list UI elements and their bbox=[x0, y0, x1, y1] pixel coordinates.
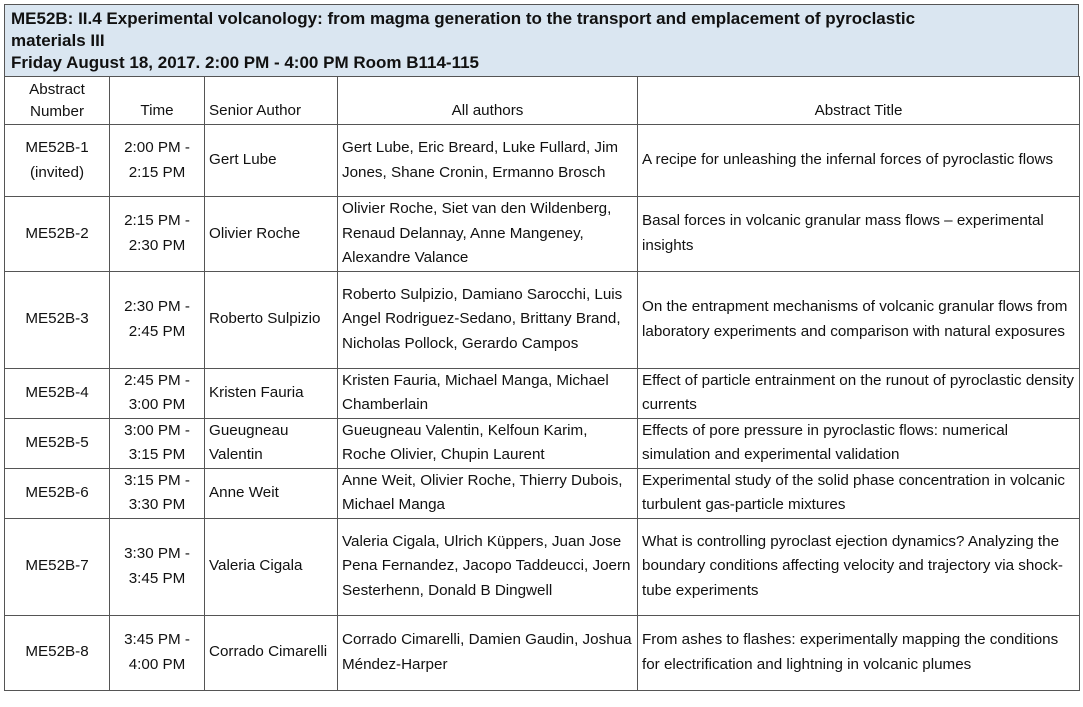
table-row bbox=[5, 615, 1080, 690]
abstract-number-cell bbox=[5, 368, 110, 418]
end-time: 2:45 PM bbox=[128, 322, 186, 340]
col-header-time: Time bbox=[110, 77, 205, 125]
abstract-title-cell: Effects of pore pressure in pyroclastic flows: numerical simulation and experimental validation bbox=[638, 418, 1080, 468]
senior-author-cell: Roberto Sulpizio bbox=[205, 271, 338, 368]
all-authors-cell: Kristen Fauria, Michael Manga, Michael Chamberlain bbox=[338, 368, 638, 418]
table-row bbox=[5, 518, 1080, 615]
end-time: 2:30 PM bbox=[128, 236, 186, 254]
all-authors-cell: Valeria Cigala, Ulrich Küppers, Juan Jose Pena Fernandez, Jacopo Taddeucci, Joern Sesterhenn, Donald B Dingwell bbox=[338, 518, 638, 615]
time-cell bbox=[110, 418, 205, 468]
abstract-number-note: (invited) bbox=[29, 163, 85, 181]
abstract-number: ME52B-7 bbox=[25, 557, 89, 575]
start-time: 2:30 PM - bbox=[124, 298, 190, 315]
abstract-number-cell bbox=[5, 468, 110, 518]
abstract-title-cell: On the entrapment mechanisms of volcanic granular flows from laboratory experiments and comparison with natural exposures bbox=[638, 271, 1080, 368]
table-row bbox=[5, 271, 1080, 368]
time-cell bbox=[110, 615, 205, 690]
senior-author-cell: Gert Lube bbox=[205, 125, 338, 197]
table-row bbox=[5, 368, 1080, 418]
session-title-line-1: ME52B: II.4 Experimental volcanology: from magma generation to the transport and emplacement of pyroclastic bbox=[11, 9, 916, 28]
abstract-table bbox=[4, 76, 1080, 691]
session-sheet bbox=[4, 4, 1079, 691]
session-date-time-room: Friday August 18, 2017. 2:00 PM - 4:00 PM Room B114-115 bbox=[11, 53, 479, 72]
start-time: 3:15 PM - bbox=[124, 471, 190, 489]
all-authors-cell: Gueugneau Valentin, Kelfoun Karim, Roche Olivier, Chupin Laurent bbox=[338, 418, 638, 468]
senior-author-cell: Valeria Cigala bbox=[205, 518, 338, 615]
start-time: 2:45 PM - bbox=[124, 371, 190, 389]
col-header-all-authors: All authors bbox=[338, 77, 638, 125]
abstract-title-cell: Experimental study of the solid phase concentration in volcanic turbulent gas-particle mixtures bbox=[638, 468, 1080, 518]
col-header-number-line-1: Abstract bbox=[29, 81, 85, 98]
session-header bbox=[4, 4, 1079, 76]
col-header-abstract-number bbox=[5, 77, 110, 125]
abstract-number-cell bbox=[5, 518, 110, 615]
all-authors-cell: Anne Weit, Olivier Roche, Thierry Dubois, Michael Manga bbox=[338, 468, 638, 518]
start-time: 3:45 PM - bbox=[124, 631, 190, 648]
end-time: 3:30 PM bbox=[128, 496, 186, 513]
abstract-number: ME52B-6 bbox=[25, 483, 89, 501]
abstract-number: ME52B-1 bbox=[25, 139, 89, 156]
end-time: 2:15 PM bbox=[128, 163, 186, 181]
all-authors-cell: Olivier Roche, Siet van den Wildenberg, Renaud Delannay, Anne Mangeney, Alexandre Valance bbox=[338, 197, 638, 272]
abstract-number-cell bbox=[5, 197, 110, 272]
abstract-number: ME52B-5 bbox=[25, 433, 89, 451]
senior-author-cell: Corrado Cimarelli bbox=[205, 615, 338, 690]
start-time: 3:30 PM - bbox=[124, 545, 190, 562]
col-header-number-line-2: Number bbox=[29, 103, 85, 120]
senior-author-cell: Olivier Roche bbox=[205, 197, 338, 272]
abstract-title-cell: Effect of particle entrainment on the runout of pyroclastic density currents bbox=[638, 368, 1080, 418]
abstract-number-cell bbox=[5, 615, 110, 690]
start-time: 2:00 PM - bbox=[124, 139, 190, 156]
time-cell bbox=[110, 197, 205, 272]
abstract-number: ME52B-3 bbox=[25, 310, 89, 328]
abstract-title-cell: From ashes to flashes: experimentally mapping the conditions for electrification and lightning in volcanic plumes bbox=[638, 615, 1080, 690]
start-time: 2:15 PM - bbox=[124, 212, 190, 230]
table-row bbox=[5, 468, 1080, 518]
abstract-number: ME52B-2 bbox=[25, 224, 89, 242]
time-cell bbox=[110, 271, 205, 368]
table-row bbox=[5, 418, 1080, 468]
time-cell bbox=[110, 368, 205, 418]
table-row bbox=[5, 197, 1080, 272]
table-row bbox=[5, 125, 1080, 197]
abstract-number: ME52B-8 bbox=[25, 643, 89, 661]
abstract-number-cell bbox=[5, 125, 110, 197]
col-header-senior-author: Senior Author bbox=[205, 77, 338, 125]
end-time: 3:00 PM bbox=[128, 396, 186, 413]
session-title-line-2: materials III bbox=[11, 31, 105, 50]
all-authors-cell: Gert Lube, Eric Breard, Luke Fullard, Jim Jones, Shane Cronin, Ermanno Brosch bbox=[338, 125, 638, 197]
senior-author-cell: Gueugneau Valentin bbox=[205, 418, 338, 468]
abstract-title-cell: Basal forces in volcanic granular mass flows – experimental insights bbox=[638, 197, 1080, 272]
abstract-number: ME52B-4 bbox=[25, 383, 89, 401]
senior-author-cell: Anne Weit bbox=[205, 468, 338, 518]
all-authors-cell: Corrado Cimarelli, Damien Gaudin, Joshua Méndez-Harper bbox=[338, 615, 638, 690]
abstract-title-cell: What is controlling pyroclast ejection dynamics? Analyzing the boundary conditions affecting velocity and trajectory via shock-tube experiments bbox=[638, 518, 1080, 615]
time-cell bbox=[110, 125, 205, 197]
all-authors-cell: Roberto Sulpizio, Damiano Sarocchi, Luis Angel Rodriguez-Sedano, Brittany Brand, Nicholas Pollock, Gerardo Campos bbox=[338, 271, 638, 368]
abstract-number-cell bbox=[5, 271, 110, 368]
time-cell bbox=[110, 518, 205, 615]
table-header-row bbox=[5, 77, 1080, 125]
end-time: 3:15 PM bbox=[128, 446, 186, 463]
end-time: 4:00 PM bbox=[128, 655, 186, 673]
col-header-abstract-title: Abstract Title bbox=[638, 77, 1080, 125]
abstract-title-cell: A recipe for unleashing the infernal forces of pyroclastic flows bbox=[638, 125, 1080, 197]
time-cell bbox=[110, 468, 205, 518]
senior-author-cell: Kristen Fauria bbox=[205, 368, 338, 418]
abstract-number-cell bbox=[5, 418, 110, 468]
end-time: 3:45 PM bbox=[128, 569, 186, 587]
start-time: 3:00 PM - bbox=[124, 421, 190, 439]
